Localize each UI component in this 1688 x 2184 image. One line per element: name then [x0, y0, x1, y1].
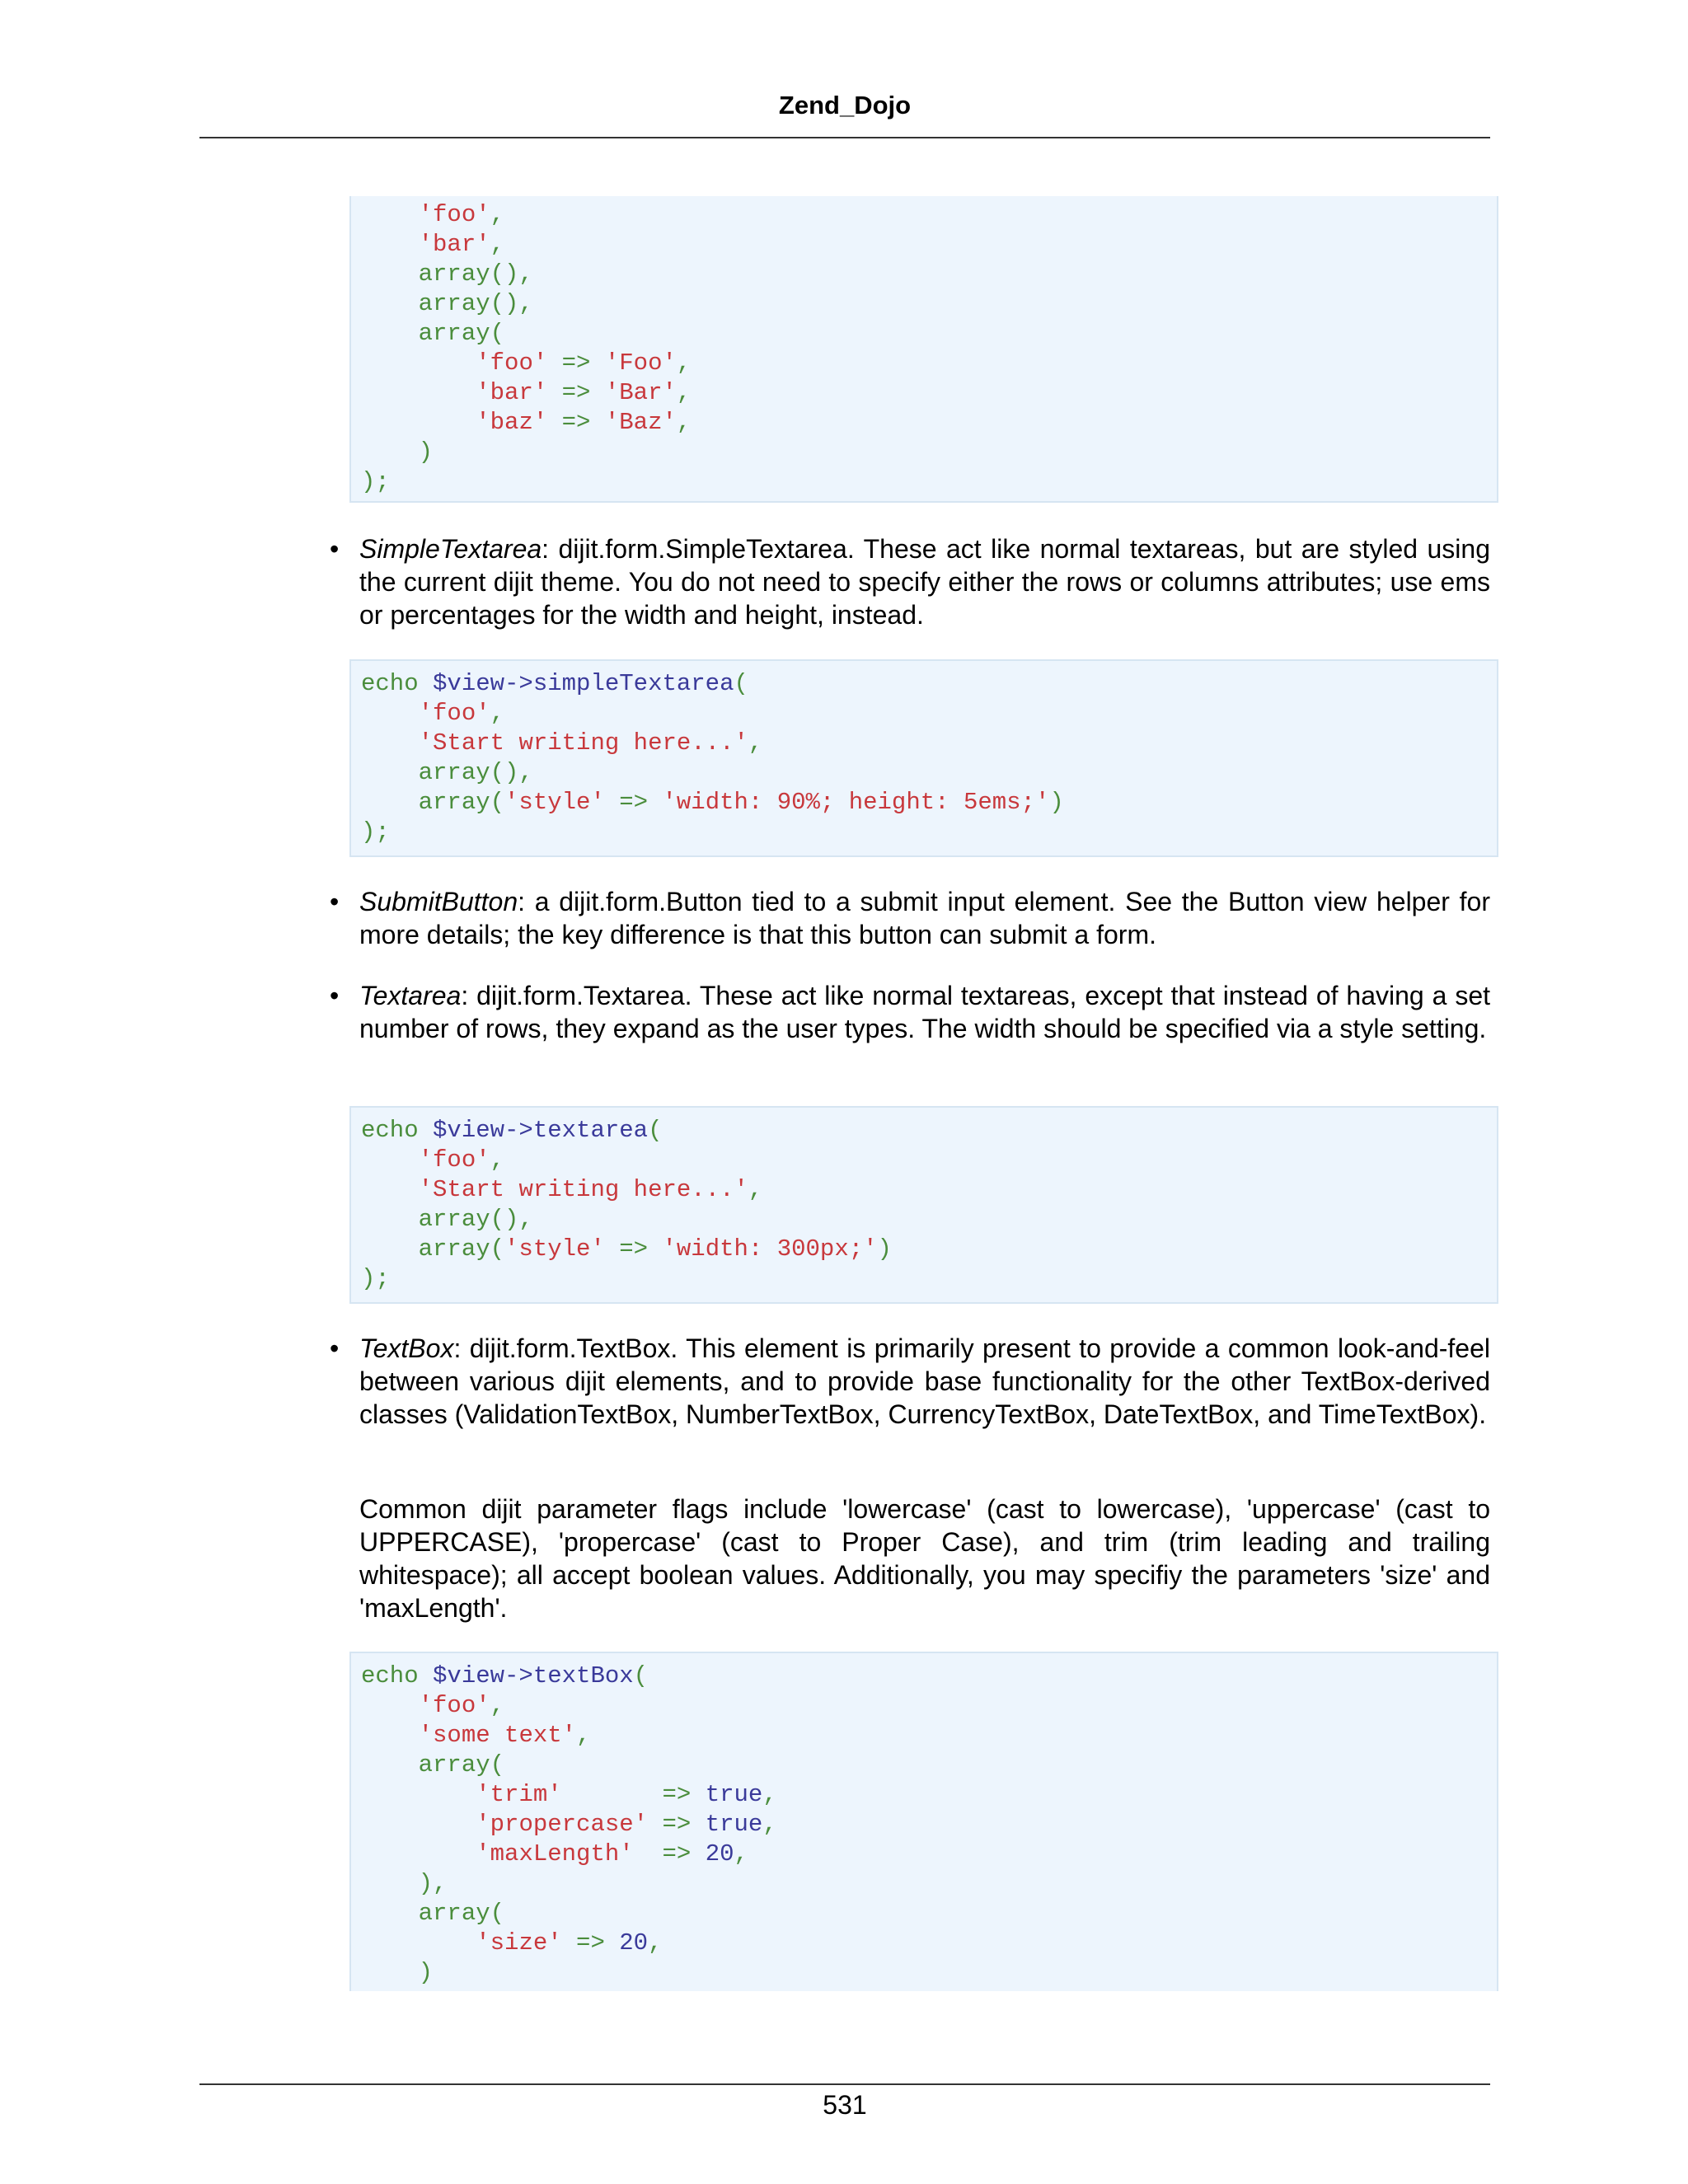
code-line — [361, 1205, 1487, 1235]
code-token — [361, 379, 476, 406]
page-number: 531 — [823, 2090, 867, 2120]
code-line — [361, 289, 1487, 319]
code-line — [361, 1691, 1487, 1721]
code-block-array-options — [349, 196, 1498, 503]
code-line — [361, 319, 1487, 349]
code-token: 'foo' — [418, 1692, 490, 1719]
code-token: 'foo' — [418, 201, 490, 228]
term-textbox: TextBox — [359, 1333, 454, 1363]
code-token: ( — [734, 670, 748, 697]
item-textbox — [359, 1332, 1490, 1431]
code-token: ( — [648, 1117, 663, 1144]
code-token: , — [576, 1722, 591, 1749]
code-token — [361, 1929, 476, 1957]
code-line — [361, 230, 1487, 260]
code-token: , — [676, 349, 692, 377]
desc-submit-button: : a dijit.form.Button tied to a submit input element. See the Button view helper for more details; the key difference is that this button can submit a form. — [359, 887, 1490, 949]
code-block-simple-textarea — [349, 659, 1498, 857]
code-token: => — [604, 789, 663, 816]
code-token: , — [490, 1692, 505, 1719]
code-token — [361, 1781, 476, 1808]
code-line — [361, 1146, 1487, 1175]
code-token: ) — [361, 438, 434, 466]
code-token: , — [748, 1176, 763, 1203]
code-token — [361, 409, 476, 436]
running-header: Zend_Dojo — [778, 91, 912, 120]
code-line — [361, 1721, 1487, 1750]
item-submit-button — [359, 885, 1490, 951]
code-token: 'foo' — [476, 349, 548, 377]
term-submit-button: SubmitButton — [359, 887, 518, 916]
desc-textbox: : dijit.form.TextBox. This element is primarily present to provide a common look-and-feel between various dijit elements, and to provide base functionality for the other TextBox-derived classes (ValidationTextBox, NumberTextBox, CurrencyTextBox, DateTextBox, and TimeTextBox). — [359, 1333, 1490, 1429]
code-token — [361, 201, 419, 228]
code-token: => — [547, 409, 605, 436]
code-token: 'Start writing here...' — [418, 729, 748, 757]
code-line — [361, 1750, 1487, 1780]
code-line — [361, 1869, 1487, 1899]
code-token: => — [547, 349, 605, 377]
code-token: 'Bar' — [604, 379, 677, 406]
term-textarea: Textarea — [359, 981, 462, 1010]
code-token: 'style' — [504, 1235, 605, 1263]
code-token: 'baz' — [476, 409, 548, 436]
code-token: 'Baz' — [604, 409, 677, 436]
code-line — [361, 1235, 1487, 1264]
code-token — [361, 1692, 419, 1719]
code-line — [361, 260, 1487, 289]
code-token: echo — [361, 1117, 434, 1144]
code-token: ) — [1049, 789, 1064, 816]
code-token: array(), — [361, 1206, 533, 1233]
textbox-flags-paragraph: Common dijit parameter flags include 'lowercase' (cast to lowercase), 'uppercase' (cast to UPPERCASE), 'propercase' (cast to Proper Case), and trim (trim leading and trailing whitespace); all accept boolean values. Additionally, you may specifiy the parameters 'size' and 'maxLength'. — [359, 1494, 1490, 1623]
code-token: array(), — [361, 260, 533, 288]
code-line — [361, 699, 1487, 729]
code-line — [361, 1661, 1487, 1691]
code-token: , — [734, 1840, 748, 1868]
term-simple-textarea: SimpleTextarea — [359, 534, 542, 564]
code-token: $view-> — [433, 1662, 533, 1690]
code-token: array( — [361, 1900, 505, 1927]
bullet-marker: • — [330, 1333, 340, 1363]
code-block-textbox — [349, 1652, 1498, 1991]
code-token: 'Foo' — [604, 349, 677, 377]
code-token: ), — [361, 1870, 448, 1897]
code-token: 20 — [705, 1840, 734, 1868]
desc-textarea: : dijit.form.Textarea. These act like normal textareas, except that instead of having a set number of rows, they expand as the user types. The width should be specified via a style setting. — [359, 981, 1490, 1043]
code-token: 'width: 300px;' — [662, 1235, 878, 1263]
code-token: textarea — [532, 1117, 649, 1144]
code-token: 'bar' — [418, 231, 490, 258]
code-token: simpleTextarea — [532, 670, 734, 697]
code-token: 'size' — [476, 1929, 562, 1957]
code-token: , — [490, 201, 505, 228]
code-block-textarea — [349, 1106, 1498, 1304]
code-line — [361, 1116, 1487, 1146]
bullet-marker: • — [330, 534, 340, 564]
code-line — [361, 1264, 1487, 1294]
code-token: 'maxLength' — [476, 1840, 634, 1868]
code-token — [361, 1722, 419, 1749]
code-token: => — [561, 1781, 706, 1808]
code-token: echo — [361, 670, 434, 697]
footer-rule — [199, 2083, 1490, 2085]
code-token: , — [762, 1781, 777, 1808]
code-line — [361, 200, 1487, 230]
code-token: , — [762, 1811, 777, 1838]
code-token — [361, 700, 419, 727]
code-token — [361, 1146, 419, 1174]
code-token: array( — [361, 789, 505, 816]
code-line — [361, 408, 1487, 438]
code-token: 'propercase' — [476, 1811, 649, 1838]
bullet-marker: • — [330, 887, 340, 916]
desc-simple-textarea: : dijit.form.SimpleTextarea. These act like normal textareas, but are styled using the current dijit theme. You do not need to specify either the rows or columns attributes; use ems or percentages for the width and height, instead. — [359, 534, 1490, 630]
code-token: => — [561, 1929, 620, 1957]
code-token: ) — [877, 1235, 892, 1263]
code-line — [361, 1929, 1487, 1958]
code-token: array( — [361, 320, 505, 347]
code-token: $view-> — [433, 1117, 533, 1144]
code-token: ); — [361, 1265, 390, 1292]
code-token: 'trim' — [476, 1781, 562, 1808]
code-line — [361, 818, 1487, 847]
item-simple-textarea — [359, 532, 1490, 631]
code-token: 'foo' — [418, 700, 490, 727]
code-token: array(), — [361, 759, 533, 786]
code-token: true — [705, 1811, 763, 1838]
code-line — [361, 1810, 1487, 1840]
code-token: , — [748, 729, 763, 757]
code-token: echo — [361, 1662, 434, 1690]
code-token: array( — [361, 1235, 505, 1263]
code-token: , — [676, 409, 692, 436]
header-rule — [199, 137, 1490, 138]
code-token: ); — [361, 818, 390, 846]
code-token: ); — [361, 468, 390, 495]
code-token: ( — [633, 1662, 649, 1690]
bullet-marker: • — [330, 981, 340, 1010]
code-token: => — [604, 1235, 663, 1263]
code-line — [361, 438, 1487, 467]
code-token: 20 — [619, 1929, 649, 1957]
code-token — [361, 729, 419, 757]
code-token: 'foo' — [418, 1146, 490, 1174]
code-line — [361, 1899, 1487, 1929]
code-token: true — [705, 1781, 763, 1808]
code-token: , — [490, 231, 505, 258]
code-line — [361, 349, 1487, 378]
code-token: ) — [361, 1959, 434, 1986]
code-line — [361, 758, 1487, 788]
code-line — [361, 1780, 1487, 1810]
code-token: , — [490, 700, 505, 727]
code-line — [361, 1958, 1487, 1988]
code-line — [361, 467, 1487, 497]
code-token: 'Start writing here...' — [418, 1176, 748, 1203]
code-token: array( — [361, 1751, 505, 1779]
code-token: , — [490, 1146, 505, 1174]
code-token: array(), — [361, 290, 533, 317]
code-line — [361, 378, 1487, 408]
code-token: => — [547, 379, 605, 406]
code-token: $view-> — [433, 670, 533, 697]
code-token: => — [633, 1840, 706, 1868]
code-token: => — [648, 1811, 706, 1838]
code-token: , — [676, 379, 692, 406]
code-token — [361, 231, 419, 258]
code-token: 'width: 90%; height: 5ems;' — [662, 789, 1050, 816]
code-token: 'bar' — [476, 379, 548, 406]
code-line — [361, 788, 1487, 818]
code-token — [361, 1176, 419, 1203]
code-line — [361, 729, 1487, 758]
code-token: 'some text' — [418, 1722, 577, 1749]
code-line — [361, 1840, 1487, 1869]
code-line — [361, 1175, 1487, 1205]
code-token: textBox — [532, 1662, 634, 1690]
code-line — [361, 669, 1487, 699]
code-token: 'style' — [504, 789, 605, 816]
code-token — [361, 1811, 476, 1838]
code-token: , — [648, 1929, 663, 1957]
code-token — [361, 1840, 476, 1868]
code-token — [361, 349, 476, 377]
item-textarea — [359, 979, 1490, 1045]
